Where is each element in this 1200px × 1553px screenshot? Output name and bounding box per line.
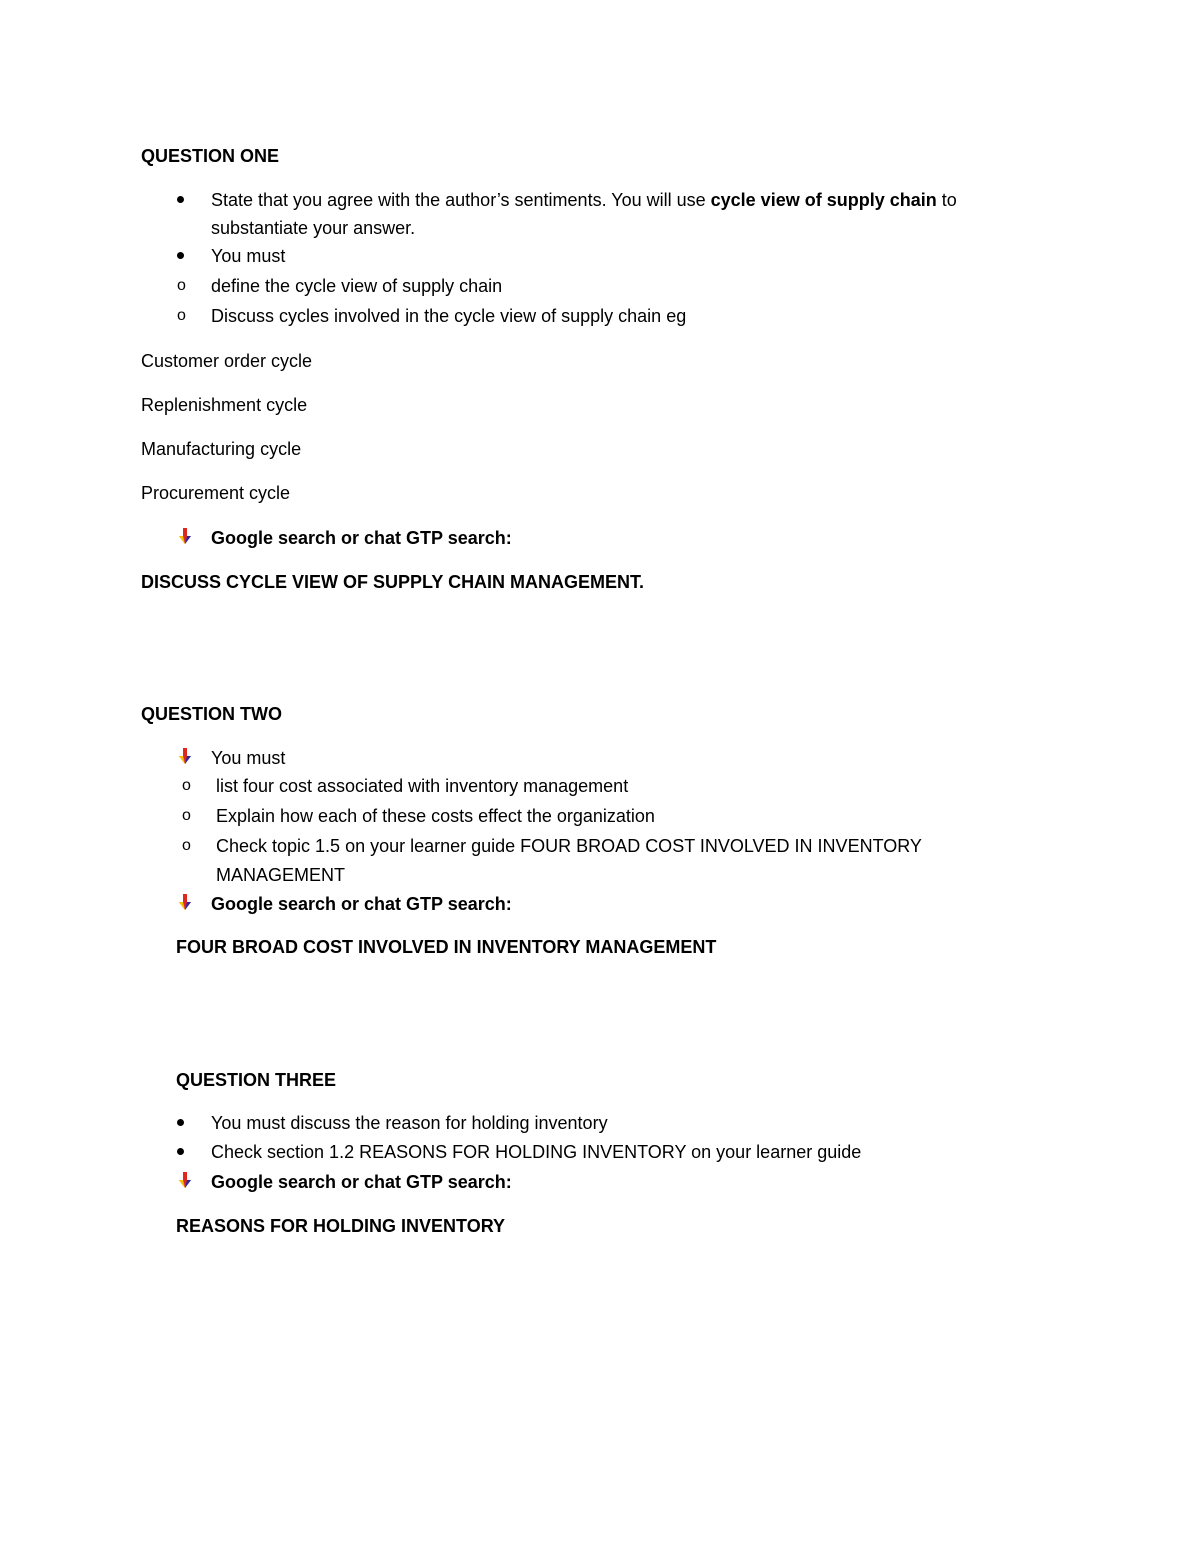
cycle-item: Customer order cycle — [141, 351, 313, 371]
q3-search-label: Google search or chat GTP search: — [211, 1172, 512, 1192]
q3-search-term: REASONS FOR HOLDING INVENTORY — [176, 1216, 506, 1236]
q1-bullet-1-bold: cycle view of supply chain — [710, 190, 937, 210]
q1-bullet-1 — [211, 188, 957, 212]
bullet-dot-icon — [177, 252, 184, 259]
arrow-bullet-icon — [177, 893, 195, 911]
q2-must: You must — [211, 748, 286, 768]
question-three-heading: QUESTION THREE — [176, 1070, 337, 1090]
circle-bullet-icon: o — [177, 277, 186, 294]
q2-sub-3-line-2: MANAGEMENT — [216, 865, 346, 885]
cycle-item: Manufacturing cycle — [141, 439, 302, 459]
q1-bullet-1-text-b: to — [936, 190, 957, 210]
bullet-dot-icon — [177, 1119, 184, 1126]
q2-search-label: Google search or chat GTP search: — [211, 894, 512, 914]
q2-sub-3: Check topic 1.5 on your learner guide FOUR BROAD COST INVOLVED IN INVENTORY — [216, 836, 922, 856]
question-two-heading: QUESTION TWO — [141, 704, 282, 724]
circle-bullet-icon: o — [177, 307, 186, 324]
cycle-item: Replenishment cycle — [141, 395, 308, 415]
circle-bullet-icon: o — [182, 837, 191, 854]
arrow-bullet-icon — [177, 1171, 195, 1189]
q2-search-term: FOUR BROAD COST INVOLVED IN INVENTORY MANAGEMENT — [176, 937, 717, 957]
q3-bullet-1: You must discuss the reason for holding inventory — [211, 1113, 608, 1133]
cycle-item: Procurement cycle — [141, 483, 291, 503]
q2-sub-2: Explain how each of these costs effect the organization — [216, 806, 655, 826]
circle-bullet-icon: o — [182, 777, 191, 794]
q1-sub-1: define the cycle view of supply chain — [211, 276, 503, 296]
q2-sub-1: list four cost associated with inventory management — [216, 776, 629, 796]
bullet-dot-icon — [177, 1148, 184, 1155]
q3-bullet-2: Check section 1.2 REASONS FOR HOLDING INVENTORY on your learner guide — [211, 1142, 862, 1162]
q1-search-term: DISCUSS CYCLE VIEW OF SUPPLY CHAIN MANAGEMENT. — [141, 572, 645, 592]
arrow-bullet-icon — [177, 747, 195, 765]
q1-search-label: Google search or chat GTP search: — [211, 528, 512, 548]
q1-bullet-2: You must — [211, 246, 286, 266]
circle-bullet-icon: o — [182, 807, 191, 824]
q1-bullet-1-line-2: substantiate your answer. — [211, 218, 416, 238]
arrow-bullet-icon — [177, 527, 195, 545]
q1-bullet-1-text-a: State that you agree with the author’s sentiments. You will use — [211, 190, 711, 210]
question-one-heading: QUESTION ONE — [141, 146, 280, 166]
q1-sub-2: Discuss cycles involved in the cycle view of supply chain eg — [211, 306, 687, 326]
bullet-dot-icon — [177, 196, 184, 203]
